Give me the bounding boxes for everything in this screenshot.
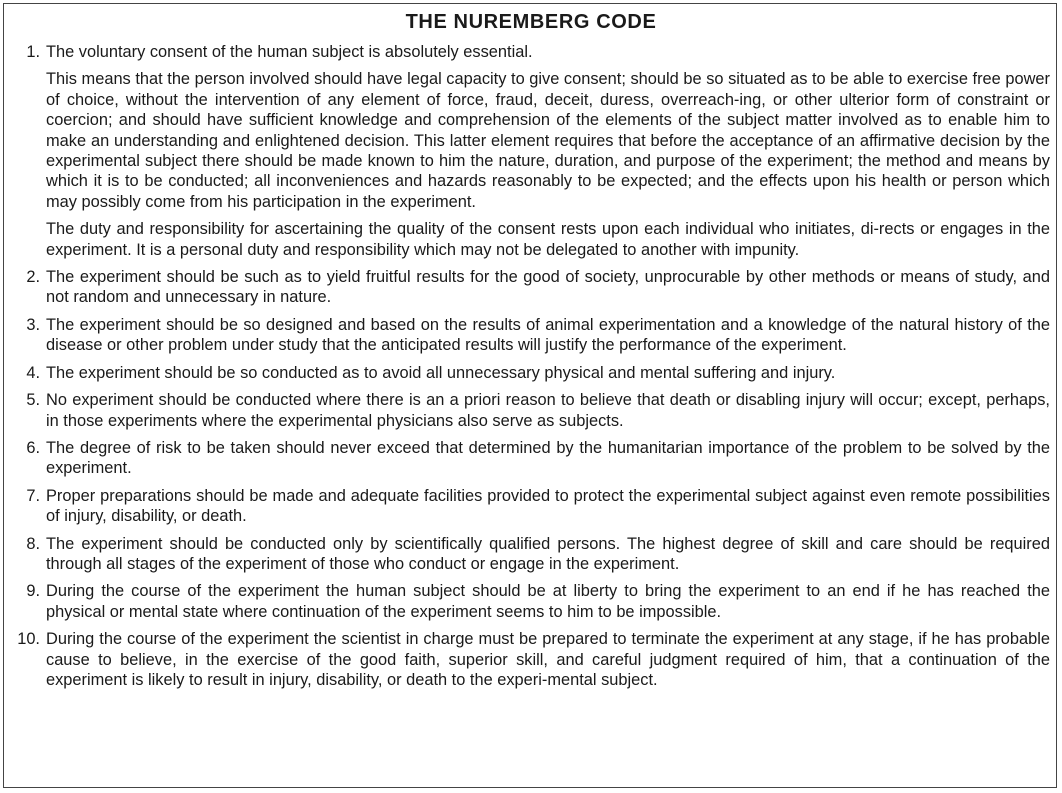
item-text: During the course of the experiment the human subject should be at liberty to bring the experiment to an end if he has reached the physical or mental state where continuation of the experiment seems to him to be impossible. [46,582,1050,621]
item-text: The experiment should be so designed and based on the results of animal experimentation and a knowledge of the natural history of the disease or other problem under study that the anticipated results will justify the performance of the experiment. [46,315,1050,355]
item-number: 2. [26,268,40,287]
list-item [0,267,1062,308]
item-text: No experiment should be conducted where there is an a priori reason to believe that death or disabling injury will occur; except, perhaps, in those experiments where the experimental physicians also serve as subjects. [46,391,1050,430]
list-item [0,581,1062,622]
item-text: The experiment should be so conducted as to avoid all unnecessary physical and mental suffering and injury. [46,363,836,382]
item-text: The experiment should be such as to yield fruitful results for the good of society, unprocurable by other methods or means of study, and not random and unnecessary in nature. [46,268,1050,307]
list-item [0,363,1062,383]
list-item [0,315,1062,356]
item-number: 4. [26,363,40,382]
item-number: 1. [26,43,40,61]
item-text: Proper preparations should be made and adequate facilities provided to protect the experimental subject against even remote possibilities of injury, disability, or death. [46,486,1050,526]
item-text: This means that the person involved should have legal capacity to give consent; should be so situated as to be able to exercise free power of choice, without the intervention of any element of force, fraud, deceit, duress, overreach-ing, or other ulterior form of constraint or coercion; and should have sufficient knowledge and comprehension of the elements of the subject matter involved as to enable him to make an understanding and enlightened decision. This latter element requires that before the acceptance of an affirmative decision by the experimental subject there should be made known to him the nature, duration, and purpose of the experiment; the method and means by which it is to be conducted; all inconveniences and hazards reasonably to be expected; and the effects upon his health or person which may possibly come from his participation in the experiment. [46,70,1050,211]
list-item [0,390,1062,431]
item-text: The degree of risk to be taken should never exceed that determined by the humanitarian importance of the problem to be solved by the experiment. [46,438,1050,478]
item-number: 8. [26,534,40,553]
item-text: The experiment should be conducted only by scientifically qualified persons. The highest degree of skill and care should be required through all stages of the experiment of those who conduct or engage in the experiment. [46,534,1050,573]
item-text: During the course of the experiment the scientist in charge must be prepared to terminate the experiment at any stage, if he has probable cause to believe, in the exercise of the good faith, superior skill, and careful judgment required of him, that a continuation of the experiment is likely to result in injury, disability, or death to the experi-mental subject. [46,630,1050,689]
item-number: 3. [26,315,40,334]
list-item [0,629,1062,690]
item-text: The voluntary consent of the human subject is absolutely essential. [46,43,533,61]
document-title: THE NUREMBERG CODE [405,11,657,33]
list-item [0,534,1062,575]
item-number: 10. [17,630,40,649]
item-number: 7. [26,486,40,505]
list-item [0,438,1062,479]
item-number: 6. [26,438,40,457]
list-item [0,486,1062,527]
code-list [0,42,1062,697]
item-number: 9. [26,582,40,601]
list-item [0,42,1062,260]
item-text: The duty and responsibility for ascertaining the quality of the consent rests upon each individual who initiates, di-rects or engages in the experiment. It is a personal duty and responsibility which may not be delegated to another with impunity. [46,220,1050,259]
item-number: 5. [26,391,40,410]
